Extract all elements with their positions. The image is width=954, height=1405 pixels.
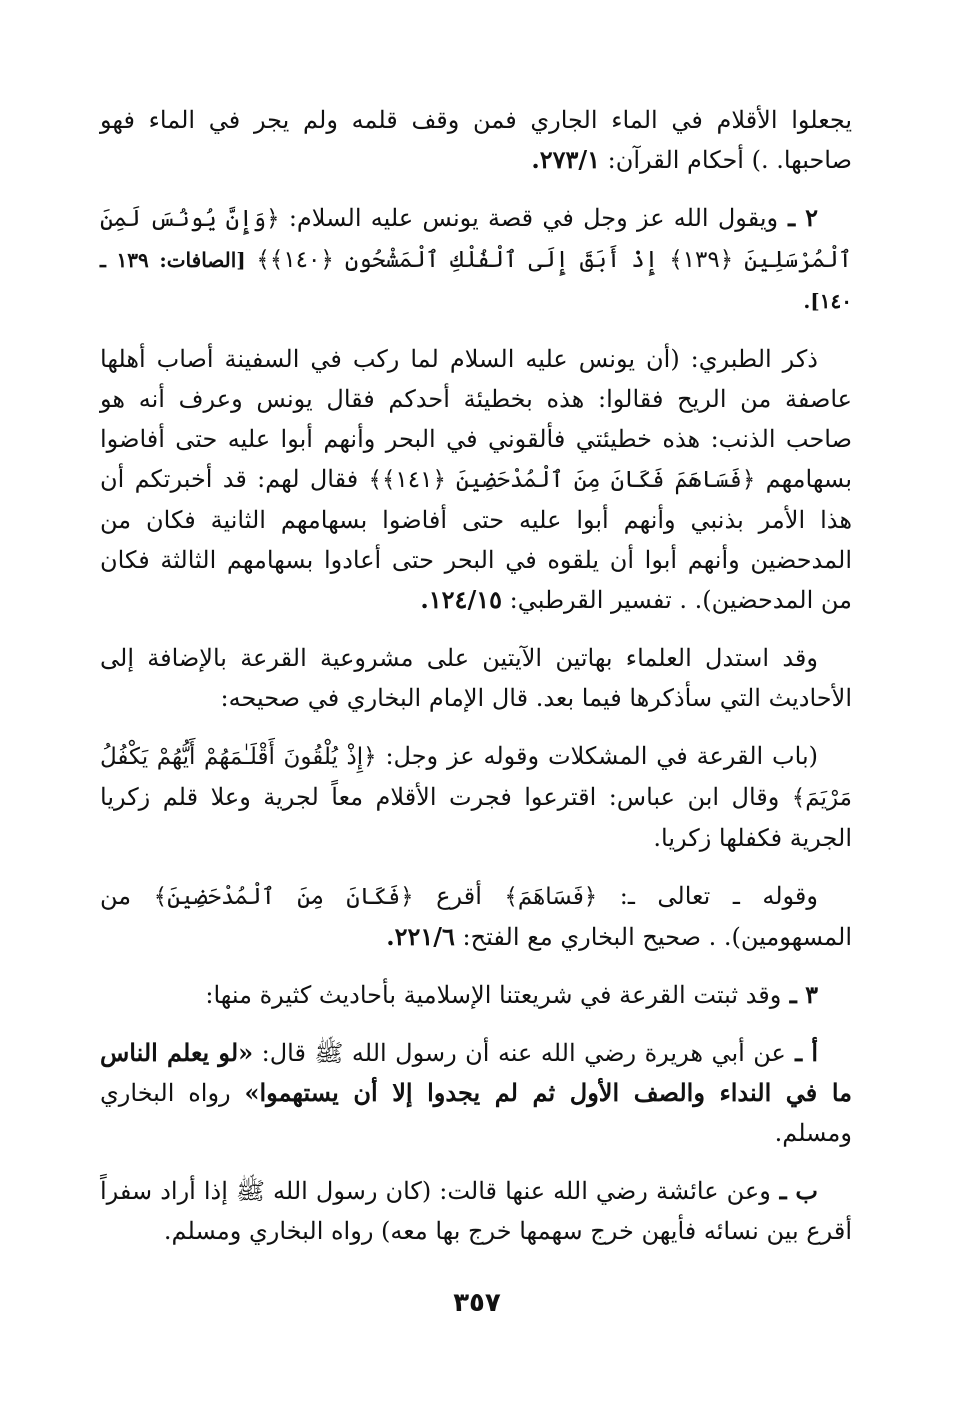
paragraph-text: وعن عائشة رضي الله عنها قالت: (كان رسول الله ﷺ إذا أراد سفراً أقرع بين نسائه فأيهن خرج سهمها خرج بها معه) رواه البخاري ومسلم. — [100, 1177, 852, 1245]
paragraph-text: وقد ثبتت القرعة في شريعتنا الإسلامية بأحاديث كثيرة منها: — [205, 981, 782, 1009]
quran-verse: ﴿فَكَانَ مِنَ ٱلْمُدْحَضِينَ﴾ — [153, 884, 414, 910]
page-body — [100, 100, 852, 1269]
paragraph-point-3 — [100, 975, 852, 1015]
list-letter: أ ـ — [785, 1038, 818, 1067]
page-number: ٣٥٧ — [453, 1288, 501, 1318]
list-letter: ب ـ — [770, 1176, 818, 1205]
paragraph-text: وقال ابن عباس: اقترعوا فجرت الأقلام معاً لجرية وعلا قلم زكريا الجرية فكفلها زكريا. — [100, 783, 852, 852]
quran-verse: ﴿فَسَاهَمَ﴾ — [504, 884, 598, 910]
paragraph-text: ذكر الطبري: (أن يونس عليه السلام لما ركب في السفينة أصاب أهلها عاصفة من الريح فقالوا: هذه بخطيئة أحدكم فقال يونس وعرف أنه هو صاحب الذنب: هذه خطيئتي فألقوني في البحر وأنهم أبوا عليه حتى أفاضوا بسهامهم — [100, 345, 852, 493]
verse-reference: [الصافات: ١٣٩ ـ ١٤٠]. — [100, 248, 852, 313]
paragraph-text: عن أبي هريرة رضي الله عنه أن رسول الله ﷺ قال: — [253, 1039, 786, 1067]
citation-reference: ٢٧٣/١. — [531, 145, 601, 174]
paragraph-text: رواه البخاري ومسلم. — [100, 1079, 852, 1147]
paragraph-hadith-b — [100, 1171, 852, 1251]
paragraph-text: من المسهومين). . صحيح البخاري مع الفتح: — [100, 882, 852, 951]
paragraph-bukhari-chapter — [100, 736, 852, 858]
hadith-quote: «لو يعلم الناس ما في النداء والصف الأول ثم لم يجدوا إلا أن يستهموا» — [100, 1038, 852, 1107]
quran-verse: ﴿فَسَاهَمَ فَكَانَ مِنَ ٱلْمُدْحَضِينَ ﴿١٤١﴾﴾ — [368, 467, 756, 493]
paragraph-tabari — [100, 339, 852, 620]
paragraph-hadith-a — [100, 1033, 852, 1153]
citation-reference: ١٢٤/١٥. — [420, 585, 502, 614]
paragraph-text: أقرع — [413, 882, 505, 910]
paragraph-text: يجعلوا الأقلام في الماء الجاري فمن وقف قلمه ولم يجر في الماء فهو صاحبها. .) أحكام القرآن: — [100, 106, 852, 174]
paragraph-text: وقد استدل العلماء بهاتين الآيتين على مشروعية القرعة بالإضافة إلى الأحاديث التي سأذكرها فيما بعد. قال الإمام البخاري في صحيحه: — [100, 644, 852, 712]
paragraph-text: فقال لهم: قد أخبرتكم أن هذا الأمر بذنبي وأنهم أبوا عليه حتى أفاضوا بسهامهم الثانية فكان من المدحضين وأنهم أبوا أن يلقوه في البحر حتى أعادوا بسهامهم الثالثة فكان من المدحضين). . تفسير القرطبي: — [100, 465, 852, 614]
paragraph-scholars — [100, 638, 852, 718]
list-number: ٢ ـ — [778, 203, 818, 232]
list-number: ٣ ـ — [781, 980, 818, 1009]
paragraph-text: (باب القرعة في المشكلات وقوله عز وجل: — [376, 742, 819, 770]
paragraph-point-2 — [100, 198, 852, 321]
quran-verse: ﴿إِذْ يُلْقُونَ أَقْلَـٰمَهُمْ أَيُّهُمْ يَكْفُلُ مَرْيَمَ﴾ — [100, 744, 852, 811]
paragraph-text: ويقول الله عز وجل في قصة يونس عليه السلام: — [279, 204, 779, 232]
paragraph-saying — [100, 876, 852, 957]
quran-verse: ﴿وَإِنَّ يُونُسَ لَمِنَ ٱلْمُرْسَلِينَ ﴿١٣٩﴾ إِذْ أَبَقَ إِلَى ٱلْفُلْكِ ٱلْمَشْحُونِ ﴿١٤٠﴾﴾ — [100, 206, 852, 273]
citation-reference: ٢٢١/٦. — [386, 922, 455, 951]
paragraph-footnote-ahkam — [100, 100, 852, 180]
paragraph-text: وقوله ـ تعالى ـ: — [597, 882, 818, 910]
